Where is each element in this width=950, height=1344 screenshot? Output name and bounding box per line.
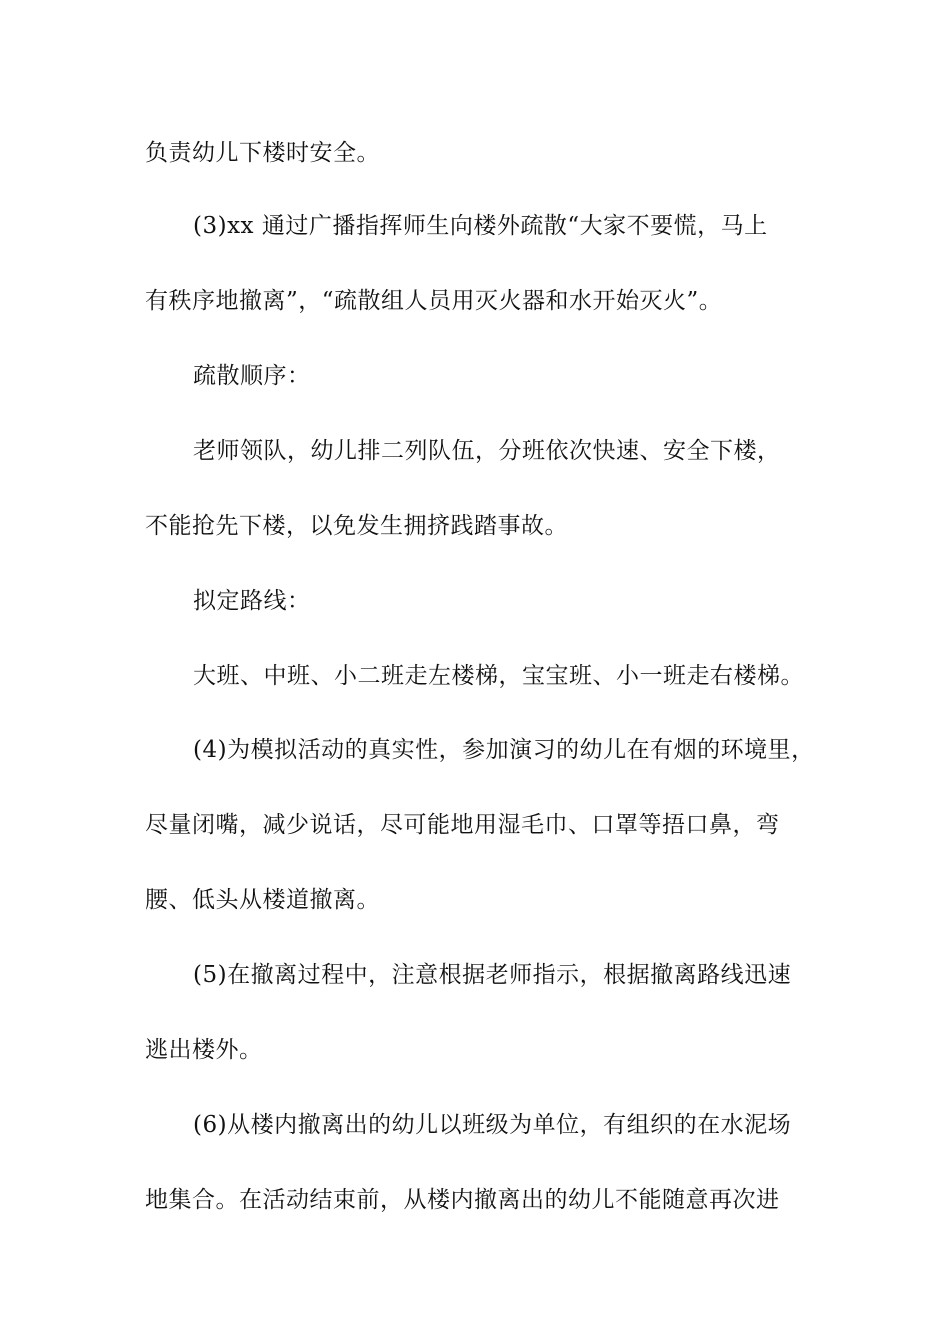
- text-line: 逃出楼外。: [145, 1037, 263, 1063]
- text-line: (4)为模拟活动的真实性，参加演习的幼儿在有烟的环境里，: [193, 737, 815, 763]
- text-line: (3)xx 通过广播指挥师生向楼外疏散“大家不要慌，马上: [193, 213, 768, 239]
- text-line: 老师领队，幼儿排二列队伍，分班依次快速、安全下楼，: [193, 438, 781, 464]
- text-line: 不能抢先下楼，以免发生拥挤践踏事故。: [145, 513, 568, 539]
- text-line: 大班、中班、小二班走左楼梯，宝宝班、小一班走右楼梯。: [193, 663, 804, 689]
- text-line: 负责幼儿下楼时安全。: [145, 140, 380, 166]
- text-line: 有秩序地撤离”，“疏散组人员用灭火器和水开始灭火”。: [145, 288, 723, 314]
- text-line: 腰、低头从楼道撤离。: [145, 887, 380, 913]
- text-line: 疏散顺序：: [193, 363, 311, 389]
- text-line: 地集合。在活动结束前，从楼内撤离出的幼儿不能随意再次进: [145, 1187, 780, 1213]
- text-line: (5)在撤离过程中，注意根据老师指示，根据撤离路线迅速: [193, 962, 792, 988]
- text-line: 尽量闭嘴，减少说话，尽可能地用湿毛巾、口罩等捂口鼻，弯: [145, 812, 780, 838]
- text-line: (6)从楼内撤离出的幼儿以班级为单位，有组织的在水泥场: [193, 1112, 792, 1138]
- text-line: 拟定路线：: [193, 588, 311, 614]
